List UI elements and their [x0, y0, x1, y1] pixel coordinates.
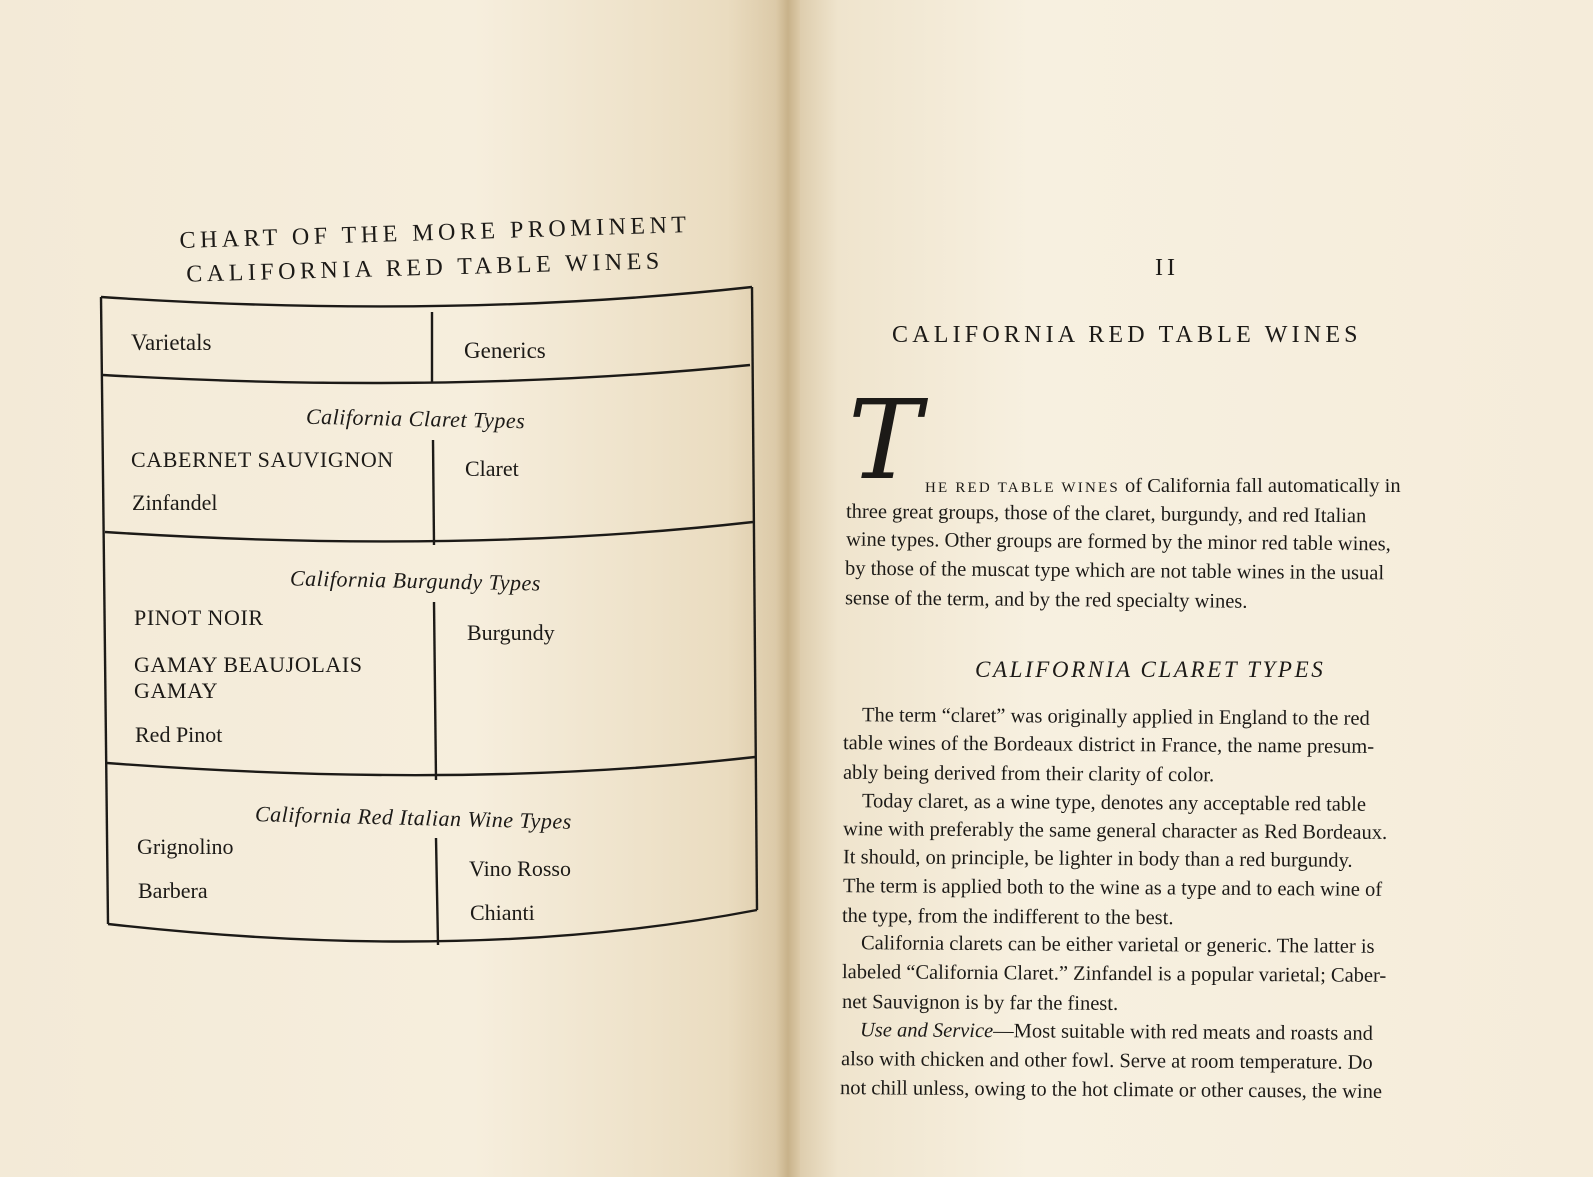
chapter-number: II: [1155, 255, 1179, 281]
body-line-1: The term “claret” was originally applied in England to the red: [861, 704, 1370, 730]
intro-line-3: wine types. Other groups are formed by the minor red table wines,: [845, 528, 1391, 556]
claret-divider: [105, 522, 753, 541]
body-line-4: Today claret, as a wine type, denotes any acceptable red table: [861, 790, 1367, 816]
header-varietals: Varietals: [131, 330, 212, 355]
burgundy-divider: [107, 757, 755, 775]
varietal-red-pinot: Red Pinot: [135, 722, 223, 747]
generic-vino-rosso: Vino Rosso: [469, 856, 571, 881]
body-line-9: California clarets can be either varietal or generic. The latter is: [860, 932, 1375, 958]
use-line-3: not chill unless, owing to the hot climate or other causes, the wine: [839, 1077, 1383, 1103]
use-and-service-label: Use and Service: [859, 1019, 994, 1043]
burgundy-column-divider: [434, 602, 436, 780]
table-top-border: [101, 287, 752, 306]
varietal-cabernet-sauvignon: CABERNET SAUVIGNON: [131, 447, 394, 472]
use-line-1: [860, 1016, 1373, 1048]
body-line-3: ably being derived from their clarity of color.: [842, 761, 1215, 787]
chapter-title: CALIFORNIA RED TABLE WINES: [892, 322, 1362, 348]
intro-line-4: by those of the muscat type which are not table wines in the usual: [844, 557, 1385, 585]
use-line-2: also with chicken and other fowl. Serve at room temperature. Do: [840, 1048, 1373, 1074]
claret-column-divider: [433, 440, 434, 545]
wine-chart-table: [0, 0, 790, 1177]
section-heading-red-italian: California Red Italian Wine Types: [254, 801, 573, 834]
body-line-8: the type, from the indifferent to the best.: [841, 904, 1174, 930]
section-heading-burgundy: California Burgundy Types: [289, 565, 542, 596]
intro-line-1: [925, 472, 1401, 502]
header-divider: [103, 365, 750, 383]
table-left-border: [101, 297, 108, 924]
body-line-2: table wines of the Bordeaux district in France, the name presum-: [842, 732, 1375, 758]
varietal-gamay: GAMAY: [134, 678, 219, 703]
chart-title-line-1: CHART OF THE MORE PROMINENT: [179, 211, 691, 255]
intro-line-1-text: of California fall automatically in: [1119, 475, 1401, 497]
section-heading-claret: California Claret Types: [305, 403, 526, 434]
body-line-6: It should, on principle, be lighter in body than a red burgundy.: [842, 846, 1353, 872]
varietal-gamay-beaujolais: GAMAY BEAUJOLAIS: [134, 652, 363, 677]
body-line-7: The term is applied both to the wine as a type and to each wine of: [842, 875, 1383, 901]
intro-smallcaps: HE RED TABLE WINES: [925, 480, 1120, 496]
varietal-pinot-noir: PINOT NOIR: [134, 605, 264, 630]
drop-cap-letter: T: [848, 376, 922, 504]
intro-line-2: three great groups, those of the claret, burgundy, and red Italian: [845, 500, 1367, 528]
table-right-border: [752, 287, 757, 910]
chart-title-line-2: CALIFORNIA RED TABLE WINES: [185, 248, 665, 288]
varietal-grignolino: Grignolino: [137, 834, 234, 859]
body-line-11: net Sauvignon is by far the finest.: [841, 991, 1119, 1015]
intro-line-5: sense of the term, and by the red specialty wines.: [844, 587, 1248, 613]
use-line-1-text: —Most suitable with red meats and roasts and: [993, 1020, 1374, 1045]
table-bottom-border: [108, 910, 757, 942]
section-title-claret-types: CALIFORNIA CLARET TYPES: [975, 657, 1326, 682]
varietal-barbera: Barbera: [138, 878, 208, 903]
varietal-zinfandel: Zinfandel: [132, 490, 218, 515]
italian-column-divider: [436, 838, 438, 945]
generic-chianti: Chianti: [470, 900, 535, 925]
header-generics: Generics: [464, 338, 546, 363]
body-line-10: labeled “California Claret.” Zinfandel is a popular varietal; Caber-: [841, 961, 1387, 987]
generic-claret: Claret: [465, 456, 519, 481]
generic-burgundy: Burgundy: [467, 620, 555, 645]
body-line-5: wine with preferably the same general character as Red Bordeaux.: [842, 818, 1388, 844]
